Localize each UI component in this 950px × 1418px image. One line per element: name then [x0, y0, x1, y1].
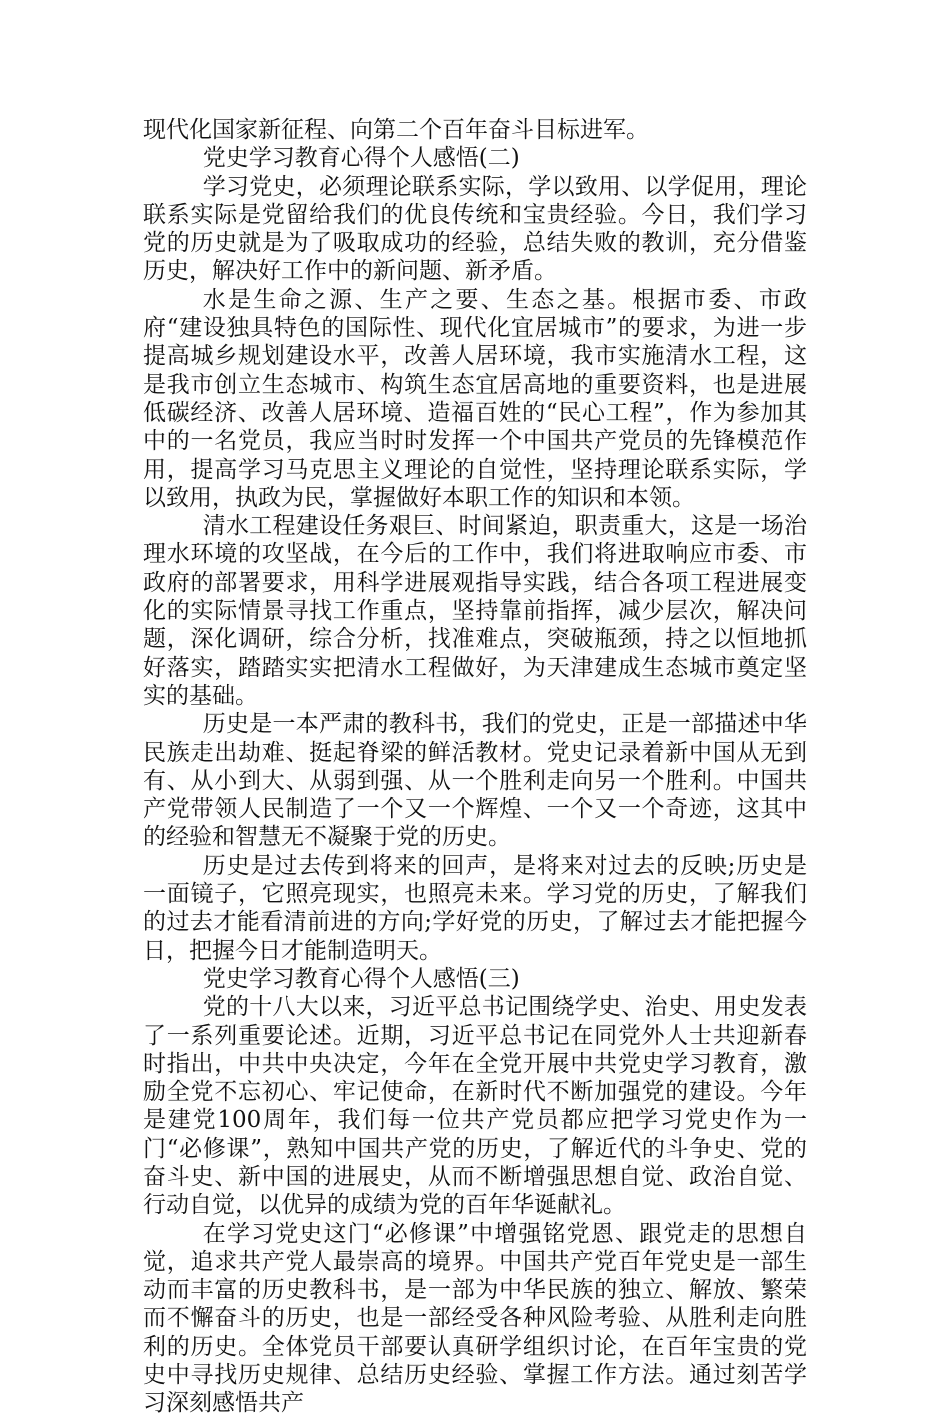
paragraph: 历史是一本严肃的教科书，我们的党史，正是一部描述中华民族走出劫难、挺起脊梁的鲜活教材。党史记录着新中国从无到有、从小到大、从弱到强、从一个胜利走向另一个胜利。中国共产党带领人民制造了一个又一个辉煌、一个又一个奇迹，这其中的经验和智慧无不凝聚于党的历史。 — [143, 711, 807, 851]
paragraph: 历史是过去传到将来的回声，是将来对过去的反映;历史是一面镜子，它照亮现实，也照亮未来。学习党的历史，了解我们的过去才能看清前进的方向;学好党的历史，了解过去才能把握今日，把握今日才能制造明天。 — [143, 852, 807, 964]
paragraph: 清水工程建设任务艰巨、时间紧迫，职责重大，这是一场治理水环境的攻坚战，在今后的工作中，我们将进取响应市委、市政府的部署要求，用科学进展观指导实践，结合各项工程进展变化的实际情景寻找工作重点，坚持靠前指挥，减少层次，解决问题，深化调研，综合分析，找准难点，突破瓶颈，持之以恒地抓好落实，踏踏实实把清水工程做好，为天津建成生态城市奠定坚实的基础。 — [143, 513, 807, 709]
paragraph: 水是生命之源、生产之要、生态之基。根据市委、市政府“建设独具特色的国际性、现代化宜居城市”的要求，为进一步提高城乡规划建设水平，改善人居环境，我市实施清水工程，这是我市创立生态城市、构筑生态宜居高地的重要资料，也是进展低碳经济、改善人居环境、造福百姓的“民心工程”，作为参加其中的一名党员，我应当时时发挥一个中国共产党员的先锋模范作用，提高学习马克思主义理论的自觉性，坚持理论联系实际，学以致用，执政为民，掌握做好本职工作的知识和本领。 — [143, 286, 807, 511]
paragraph: 党的十八大以来，习近平总书记围绕学史、治史、用史发表了一系列重要论述。近期，习近平总书记在同党外人士共迎新春时指出，中共中央决定，今年在全党开展中共党史学习教育，激励全党不忘初心、牢记使命，在新时代不断加强党的建设。今年是建党100周年，我们每一位共产党员都应把学习党史作为一门“必修课”，熟知中国共产党的历史，了解近代的斗争史、党的奋斗史、新中国的进展史，从而不断增强思想自觉、政治自觉、行动自觉，以优异的成绩为党的百年华诞献礼。 — [143, 994, 807, 1219]
section-heading-2: 党史学习教育心得个人感悟(二) — [202, 145, 520, 172]
paragraph: 学习党史，必须理论联系实际，学以致用、以学促用，理论联系实际是党留给我们的优良传统和宝贵经验。今日，我们学习党的历史就是为了吸取成功的经验，总结失败的教训，充分借鉴历史，解决好工作中的新问题、新矛盾。 — [143, 173, 807, 285]
section-heading-3: 党史学习教育心得个人感悟(三) — [202, 965, 520, 992]
paragraph-continuation: 现代化国家新征程、向第二个百年奋斗目标进军。 — [143, 117, 649, 143]
paragraph: 在学习党史这门“必修课”中增强铭党恩、跟党走的思想自觉，追求共产党人最崇高的境界。中国共产党百年党史是一部生动而丰富的历史教科书，是一部为中华民族的独立、解放、繁荣而不懈奋斗的历史，也是一部经受各种风险考验、从胜利走向胜利的历史。全体党员干部要认真研学组织讨论，在百年宝贵的党史中寻找历史规律、总结历史经验、掌握工作方法。通过刻苦学习深刻感悟共产 — [143, 1220, 807, 1417]
document-page — [143, 116, 807, 1418]
